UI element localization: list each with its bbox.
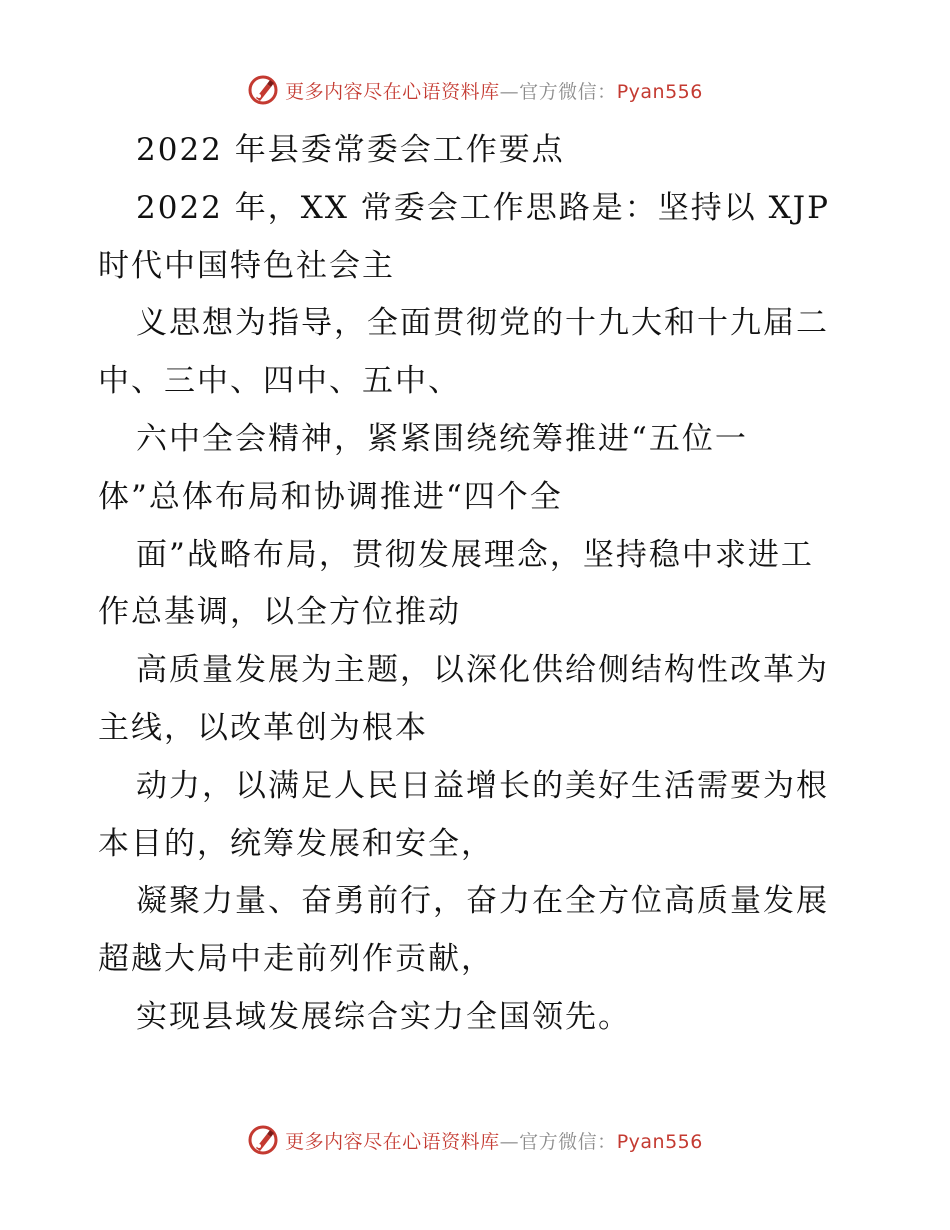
pen-logo-icon [247, 1124, 279, 1156]
doc-line: 高质量发展为主题，以深化供给侧结构性改革为 [136, 652, 829, 689]
doc-line: 超越大局中走前列作贡献， [98, 941, 494, 978]
doc-line: 义思想为指导，全面贯彻党的十九大和十九届二 [136, 305, 829, 342]
doc-line: 作总基调，以全方位推动 [98, 594, 461, 631]
footer-watermark [0, 1120, 950, 1160]
pen-logo-icon [247, 74, 279, 106]
doc-line: 时代中国特色社会主 [98, 247, 395, 284]
doc-line: 凝聚力量、奋勇前行，奋力在全方位高质量发展 [136, 883, 829, 920]
watermark-text: 更多内容尽在心语资料库—官方微信：Pyan556 [285, 80, 703, 103]
doc-line: 中、三中、四中、五中、 [98, 363, 461, 400]
doc-line: 面”战略布局，贯彻发展理念，坚持稳中求进工 [136, 536, 814, 573]
doc-line: 体”总体布局和协调推进“四个全 [98, 478, 563, 515]
document-body [98, 122, 858, 1047]
doc-line: 本目的，统筹发展和安全， [98, 825, 494, 862]
doc-title: 2022 年县委常委会工作要点 [136, 132, 565, 168]
doc-line: 主线，以改革创为根本 [98, 709, 428, 746]
doc-line: 实现县域发展综合实力全国领先。 [136, 998, 631, 1035]
doc-line: 动力，以满足人民日益增长的美好生活需要为根 [136, 767, 829, 804]
watermark-text: 更多内容尽在心语资料库—官方微信：Pyan556 [285, 1130, 703, 1153]
doc-line: 2022 年，XX 常委会工作思路是：坚持以 XJP [136, 189, 830, 226]
doc-line: 六中全会精神，紧紧围绕统筹推进“五位一 [136, 420, 748, 457]
header-watermark [0, 70, 950, 110]
